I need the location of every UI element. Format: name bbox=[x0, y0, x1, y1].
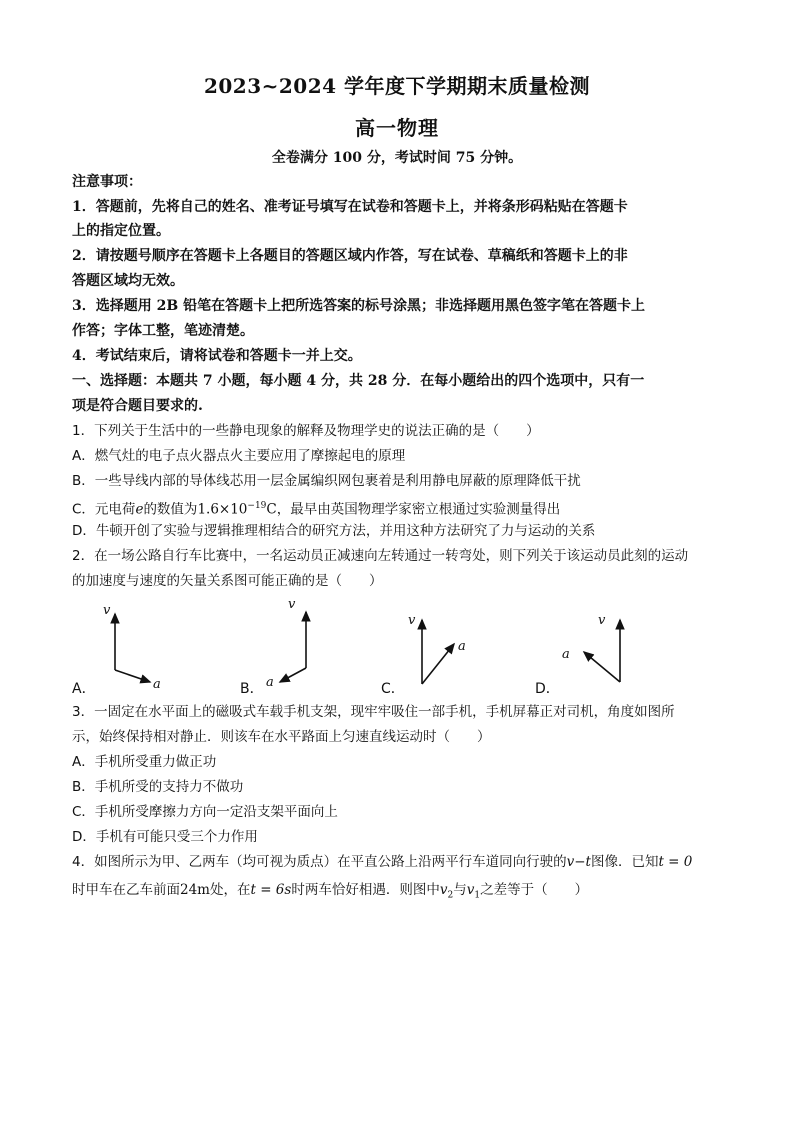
q3-stem-line-1: 3．一固定在水平面上的磁吸式车载手机支架，现牢牢吸住一部手机，手机屏幕正对司机，角度如图所 bbox=[72, 704, 675, 720]
q3-stem-line-2: 示，始终保持相对静止．则该车在水平路面上匀速直线运动时（ ） bbox=[72, 729, 491, 745]
q3-option-c: C．手机所受摩擦力方向一定沿支架平面向上 bbox=[72, 804, 338, 820]
q3-option-b: B．手机所受的支持力不做功 bbox=[72, 779, 244, 795]
vec-a-label: a bbox=[153, 677, 161, 692]
note-2-line-2: 答题区域均无效。 bbox=[72, 273, 184, 289]
note-3-line-2: 作答；字体工整，笔迹清楚。 bbox=[72, 323, 254, 339]
q1-option-d: D．牛顿开创了实验与逻辑推理相结合的研究方法，并用这种方法研究了力与运动的关系 bbox=[72, 523, 596, 539]
section1-line-1: 一、选择题：本题共 7 小题，每小题 4 分，共 28 分．在每小题给出的四个选项中，只有一 bbox=[72, 373, 645, 389]
q2-stem-line-1: 2．在一场公路自行车比赛中，一名运动员正减速向左转通过一转弯处，则下列关于该运动员此刻的运动 bbox=[72, 548, 689, 564]
q2-figure-d bbox=[556, 606, 636, 691]
q1-option-a: A．燃气灶的电子点火器点火主要应用了摩擦起电的原理 bbox=[72, 448, 406, 464]
q2-figure-a bbox=[95, 600, 175, 695]
q2-option-d-label: D． bbox=[535, 681, 560, 697]
q2-option-a-label: A． bbox=[72, 681, 96, 697]
q1-option-b: B．一些导线内部的导体线芯用一层金属编织网包裹着是利用静电屏蔽的原理降低干扰 bbox=[72, 473, 581, 489]
q1-option-c: C．元电荷e的数值为$1.6\times 10^{-19}C$，最早由英国物理学家密立根通过实验测量得出 bbox=[72, 501, 561, 518]
q2-option-b-label: B． bbox=[240, 681, 264, 697]
vec-v-label: v bbox=[408, 613, 416, 628]
q3-option-d: D．手机有可能只受三个力作用 bbox=[72, 829, 258, 845]
vec-a-label: a bbox=[562, 647, 570, 662]
note-3-line-1: 3．选择题用 2B 铅笔在答题卡上把所选答案的标号涂黑；非选择题用黑色签字笔在答题卡上 bbox=[72, 298, 646, 314]
score-info: 全卷满分 100 分，考试时间 75 分钟。 bbox=[271, 150, 523, 166]
note-1-line-2: 上的指定位置。 bbox=[72, 223, 170, 239]
exam-title: 2023~2024 学年度下学期期末质量检测 bbox=[203, 74, 591, 98]
subject-title: 高一物理 bbox=[355, 116, 439, 140]
vec-v-label: v bbox=[103, 603, 111, 618]
q1-stem: 1．下列关于生活中的一些静电现象的解释及物理学史的说法正确的是（ ） bbox=[72, 423, 540, 439]
q4-stem-line-1: 4．如图所示为甲、乙两车（均可视为质点）在平直公路上沿两平行车道同向行驶的v−t图像．已知t = 0 bbox=[72, 854, 693, 870]
q2-figure-c bbox=[400, 606, 480, 691]
note-4: 4．考试结束后，请将试卷和答题卡一并上交。 bbox=[72, 348, 362, 364]
notes-heading: 注意事项： bbox=[72, 174, 142, 190]
q3-option-a: A．手机所受重力做正功 bbox=[72, 754, 217, 770]
vec-v-label: v bbox=[288, 597, 296, 612]
vec-a-label: a bbox=[458, 639, 466, 654]
q4-stem-line-2: 时甲车在乙车前面24m处，在t = 6s时两车恰好相遇．则图中$v_2$与$v_1$之差等于（ ） bbox=[72, 882, 589, 901]
vec-v-label: v bbox=[598, 613, 606, 628]
note-2-line-1: 2．请按题号顺序在答题卡上各题目的答题区域内作答，写在试卷、草稿纸和答题卡上的非 bbox=[72, 248, 628, 264]
q2-figure-b bbox=[258, 590, 338, 690]
q2-option-c-label: C． bbox=[381, 681, 405, 697]
q2-stem-line-2: 的加速度与速度的矢量关系图可能正确的是（ ） bbox=[72, 573, 383, 589]
vec-a-label: a bbox=[266, 675, 274, 690]
note-1-line-1: 1．答题前，先将自己的姓名、准考证号填写在试卷和答题卡上，并将条形码粘贴在答题卡 bbox=[72, 199, 628, 215]
section1-line-2: 项是符合题目要求的. bbox=[72, 398, 203, 414]
